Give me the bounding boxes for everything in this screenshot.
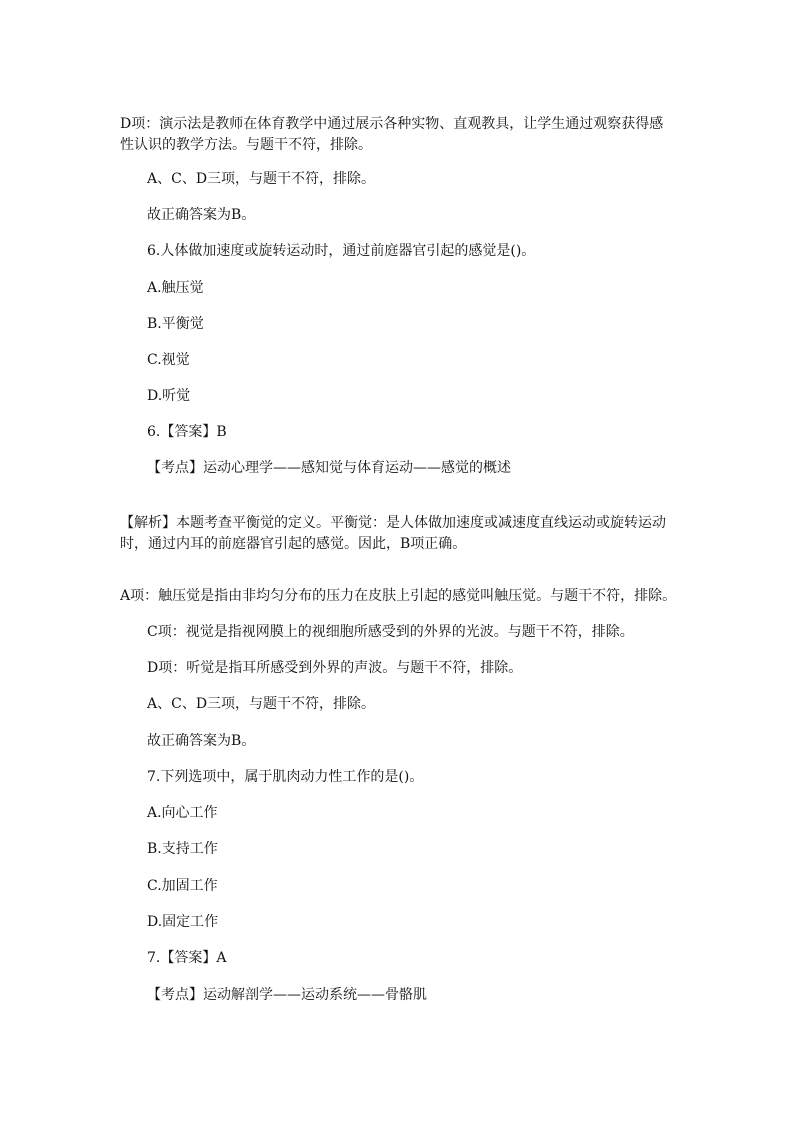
option-d-explanation: D项：演示法是教师在体育教学中通过展示各种实物、直观教具，让学生通过观察获得感性认识的教学方法。与题干不符，排除。 [120,116,664,153]
question-7-option-d: D.固定工作 [147,914,219,930]
option-d-explanation-2: D项：听觉是指耳所感受到外界的声波。与题干不符，排除。 [147,660,523,676]
correct-answer-statement-2: 故正确答案为B。 [147,733,256,749]
question-6-option-d: D.听觉 [147,388,191,404]
question-6-answer: 6.【答案】B [147,424,227,440]
question-7-topic: 【考点】运动解剖学——运动系统——骨骼肌 [147,987,427,1003]
question-6: 6.人体做加速度或旋转运动时，通过前庭器官引起的感觉是()。 [147,243,536,259]
options-acd-excluded-2: A、C、D三项，与题干不符，排除。 [147,696,376,712]
question-6-topic: 【考点】运动心理学——感知觉与体育运动——感觉的概述 [147,460,511,476]
question-6-analysis: 【解析】本题考查平衡觉的定义。平衡觉：是人体做加速度或减速度直线运动或旋转运动时，通过内耳的前庭器官引起的感觉。因此，B项正确。 [120,515,666,552]
question-7-option-b: B.支持工作 [147,841,218,857]
correct-answer-statement: 故正确答案为B。 [147,207,256,223]
options-acd-excluded: A、C、D三项，与题干不符，排除。 [147,171,376,187]
question-6-option-a: A.触压觉 [147,280,204,296]
question-7-option-a: A.向心工作 [147,805,218,821]
option-c-explanation: C项：视觉是指视网膜上的视细胞所感受到的外界的光波。与题干不符，排除。 [147,624,634,640]
question-6-option-c: C.视觉 [147,352,190,368]
question-7-answer: 7.【答案】A [147,950,227,966]
option-a-explanation: A项：触压觉是指由非均匀分布的压力在皮肤上引起的感觉叫触压觉。与题干不符，排除。 [120,588,677,604]
question-6-option-b: B.平衡觉 [147,316,204,332]
question-7: 7.下列选项中，属于肌肉动力性工作的是()。 [147,769,424,785]
question-7-option-c: C.加固工作 [147,878,218,894]
